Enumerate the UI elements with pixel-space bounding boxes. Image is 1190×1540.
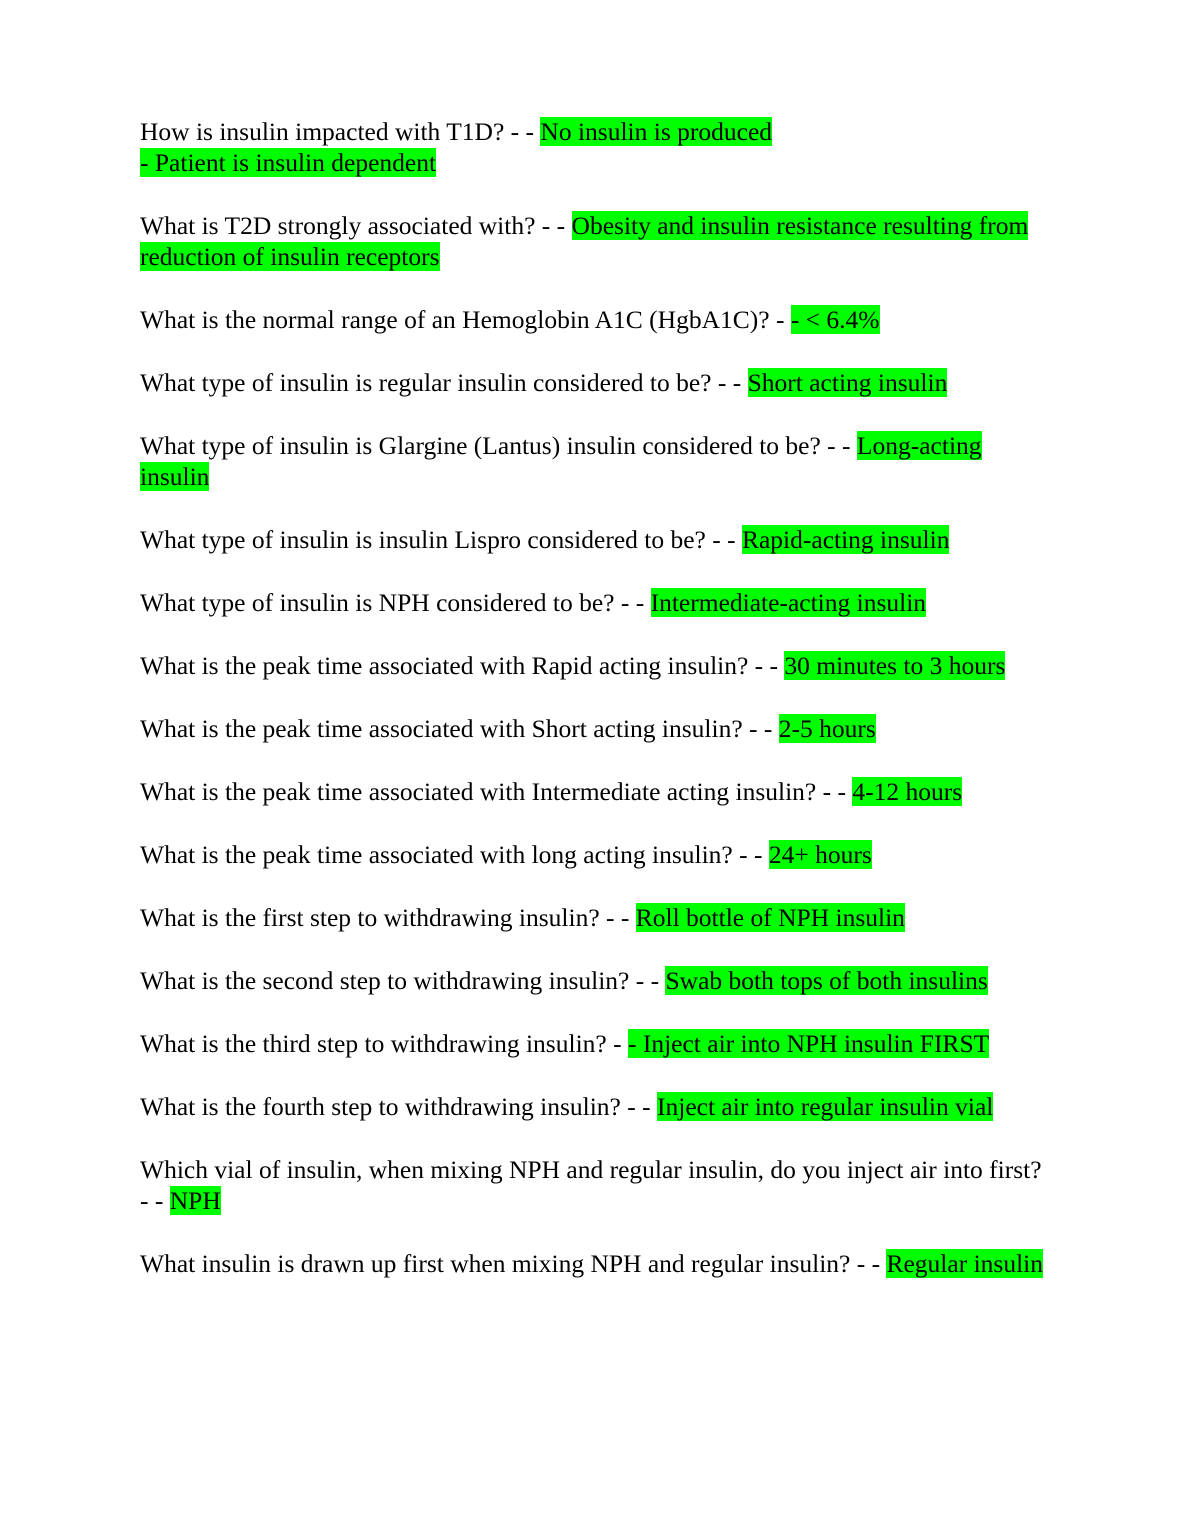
qa-item-6 xyxy=(140,524,1050,555)
answer-text: Swab both tops of both insulins xyxy=(665,966,988,995)
question-text: What type of insulin is insulin Lispro considered to be? - - xyxy=(140,525,742,554)
qa-item-13 xyxy=(140,965,1050,996)
question-text: What is the normal range of an Hemoglobin A1C (HgbA1C)? - xyxy=(140,305,791,334)
question-text: What is the peak time associated with Rapid acting insulin? - - xyxy=(140,651,785,680)
answer-text: - Patient is insulin dependent xyxy=(140,148,437,177)
question-text: What is the peak time associated with Short acting insulin? - - xyxy=(140,714,779,743)
qa-item-11 xyxy=(140,839,1050,870)
question-text: What is the peak time associated with long acting insulin? - - xyxy=(140,840,769,869)
answer-text: Long-acting insulin xyxy=(140,431,982,491)
question-text: What type of insulin is regular insulin considered to be? - - xyxy=(140,368,748,397)
qa-item-15 xyxy=(140,1091,1050,1122)
qa-item-4 xyxy=(140,367,1050,398)
answer-text: Short acting insulin xyxy=(747,368,948,397)
answer-text: Obesity and insulin resistance resulting from reduction of insulin receptors xyxy=(140,211,1029,271)
question-text: What is the fourth step to withdrawing insulin? - - xyxy=(140,1092,657,1121)
qa-item-5 xyxy=(140,430,1050,492)
answer-text: 4-12 hours xyxy=(852,777,963,806)
answer-text: 2-5 hours xyxy=(778,714,876,743)
answer-text: Roll bottle of NPH insulin xyxy=(635,903,905,932)
qa-item-8 xyxy=(140,650,1050,681)
question-text: How is insulin impacted with T1D? - - xyxy=(140,117,541,146)
answer-text: Regular insulin xyxy=(886,1249,1043,1278)
question-text: What is the peak time associated with Intermediate acting insulin? - - xyxy=(140,777,853,806)
qa-item-2 xyxy=(140,210,1050,272)
answer-text: No insulin is produced xyxy=(540,117,773,146)
question-text: What type of insulin is Glargine (Lantus) insulin considered to be? - - xyxy=(140,431,857,460)
answer-text: Rapid-acting insulin xyxy=(741,525,950,554)
question-text: What is the first step to withdrawing insulin? - - xyxy=(140,903,636,932)
answer-text: 30 minutes to 3 hours xyxy=(784,651,1006,680)
question-text: What insulin is drawn up first when mixing NPH and regular insulin? - - xyxy=(140,1249,887,1278)
qa-item-7 xyxy=(140,587,1050,618)
document-page xyxy=(140,116,1050,1311)
answer-text: - Inject air into NPH insulin FIRST xyxy=(627,1029,990,1058)
answer-text: Intermediate-acting insulin xyxy=(650,588,927,617)
qa-item-16 xyxy=(140,1154,1050,1216)
qa-item-12 xyxy=(140,902,1050,933)
answer-text: 24+ hours xyxy=(768,840,872,869)
answer-text: - < 6.4% xyxy=(790,305,880,334)
qa-item-17 xyxy=(140,1248,1050,1279)
qa-item-9 xyxy=(140,713,1050,744)
qa-item-14 xyxy=(140,1028,1050,1059)
question-text: What is the third step to withdrawing insulin? - xyxy=(140,1029,628,1058)
qa-item-10 xyxy=(140,776,1050,807)
question-text: What type of insulin is NPH considered to be? - - xyxy=(140,588,651,617)
question-text: What is T2D strongly associated with? - - xyxy=(140,211,572,240)
question-text: Which vial of insulin, when mixing NPH and regular insulin, do you inject air into first? - - xyxy=(140,1155,1042,1215)
qa-item-3 xyxy=(140,304,1050,335)
qa-item-1 xyxy=(140,116,1050,178)
answer-text: NPH xyxy=(169,1186,221,1215)
question-text: What is the second step to withdrawing insulin? - - xyxy=(140,966,666,995)
answer-text: Inject air into regular insulin vial xyxy=(657,1092,994,1121)
